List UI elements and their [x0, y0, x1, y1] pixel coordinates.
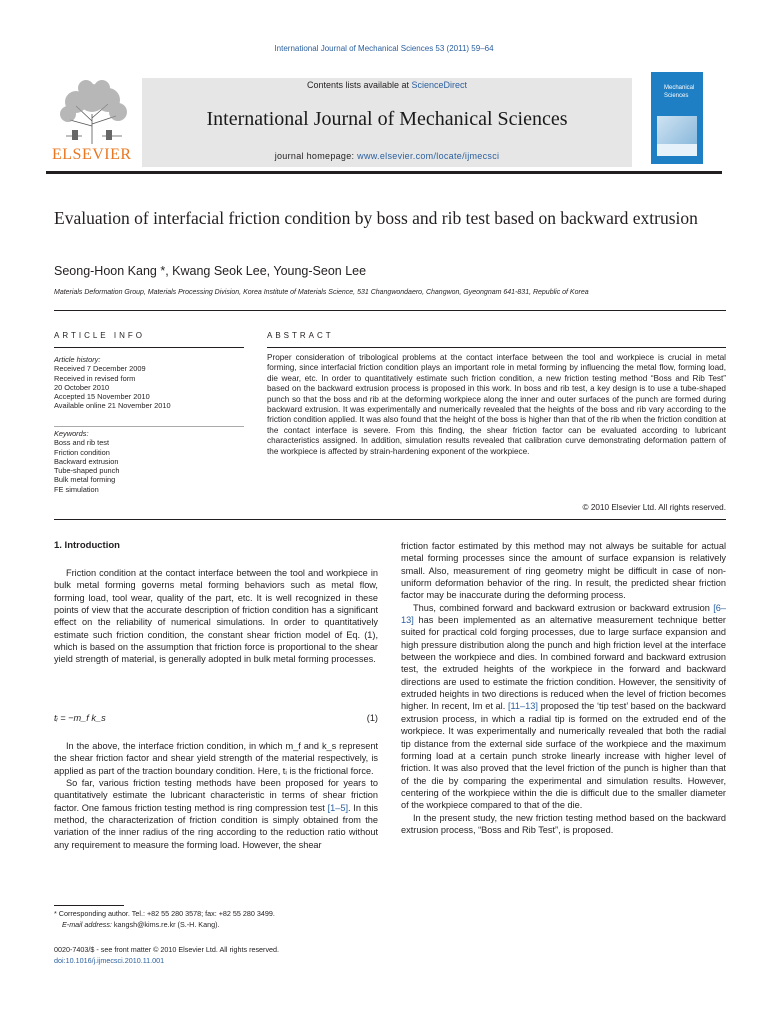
intro-paragraph-2: In the above, the interface friction condition, in which m_f and k_s represent the shear friction factor and shear yield strength of the material respectively, is applied as part of the traction boundary condition. Here, tᵢ is the frictional force. So far, various friction testing methods have been proposed for years to quantitatively estimate the lubricant characteristic in terms of shear friction factor. One famous friction testing method is ring compression test [1–5]. In this method, the characterization of friction condition is simply obtained from the variation of the inner radius of the ring according to the reduction ratio without any requirement to measure the forming load. However, the shear: [54, 741, 378, 850]
doi-link[interactable]: doi:10.1016/j.ijmecsci.2010.11.001: [54, 956, 165, 965]
ref-link-1-5[interactable]: [1–5]: [327, 802, 348, 813]
masthead-rule: [46, 171, 722, 174]
journal-citation[interactable]: International Journal of Mechanical Sciences 53 (2011) 59–64: [274, 44, 494, 53]
homepage-line: journal homepage: www.elsevier.com/locate/ijmecsci: [274, 151, 500, 161]
homepage-link[interactable]: www.elsevier.com/locate/ijmecsci: [357, 151, 500, 161]
abstract-heading: ABSTRACT: [267, 331, 334, 340]
abstract-copyright: © 2010 Elsevier Ltd. All rights reserved.: [582, 503, 726, 512]
affiliation: Materials Deformation Group, Materials Processing Division, Korea Institute of Materials Science, 531 Changwondaero, Changwon, Gyeongnam 641-831, Republic of Korea: [54, 289, 589, 296]
keywords-rule: [54, 426, 244, 427]
elsevier-wordmark: ELSEVIER: [52, 146, 132, 163]
journal-cover-image: Mechanical Sciences: [651, 72, 703, 164]
ref-link-11-13[interactable]: [11–13]: [507, 701, 538, 712]
intro-paragraph-1: Friction condition at the contact interface between the tool and workpiece in bulk metal forming governs metal forming behaviors such as metal flow, forming load, tool wear, quality of the part, etc. It is well recognized in these points of view that the accurate description of friction condition has a significant effect on the reliability of numerical simulations. In order to quantitatively estimate such friction condition, the constant shear friction model of Eq. (1), which is based on the assumption that friction force is proportional to the shear yield strength of material, is generally adopted in bulk metal forming processes.: [54, 568, 378, 665]
bottom-notes: 0020-7403/$ - see front matter © 2010 Elsevier Ltd. All rights reserved. doi:10.1016/j.ijmecsci.2010.11.001: [54, 945, 280, 965]
author-list: Seong-Hoon Kang *, Kwang Seok Lee, Young-Seon Lee: [54, 264, 367, 278]
sciencedirect-link[interactable]: ScienceDirect: [411, 80, 468, 90]
right-column: friction factor estimated by this method may not always be suitable for actual metal forming processes since the amount of surface expansion is relatively small. Also, measurement of ring geometry might be difficult in case of non-uniform deformation behavior of the ring. In result, the predicted shear friction factor may be inaccurate during the deforming process. Thus, combined forward and backward extrusion or backward extrusion [6–13] has been implemented as an alternative measurement technique better suited for practical cold forging processes, due to large surface expansion and high pressure distribution along the punch and high friction level at the interface between the workpiece and dies. In combined forward and backward extrusion test, the extruded heights of the workpiece in the forward and backward directions are used to estimate the friction condition. However, the sensitivity of extruded heights in two directions is reduced when the level of friction becomes higher. In recent, Im et al. [11–13] proposed the ‘tip test’ based on the backward extrusion process, in which a radial tip is formed on the extruded end of the workpiece. It was experimentally and numerically revealed that both the radial tip distance from the external side surface of the workpiece and the maximum forming load at a certain punch stroke linearly increase with higher level of friction. It was also proved that the level friction of the punch is higher than that of the die by comparing the experimental and simulation results. However, centering of the workpiece within the die is difficult due to the smaller diameter of the workpiece compared to that of the die. In the present study, the new friction testing method based on the backward extrusion process, “Boss and Rib Test”, is proposed.: [401, 541, 726, 835]
section-heading-introduction: 1. Introduction: [54, 540, 120, 551]
article-history: Article history: Received 7 December 2009 Received in revised form 20 October 2010 Accepted 15 November 2010 Available online 21 November 2010: [54, 355, 171, 411]
equation-1: tᵢ = −m_f k_s (1): [54, 713, 378, 723]
abstract-bottom-rule: [54, 519, 726, 520]
footnote: * Corresponding author. Tel.: +82 55 280 3578; fax: +82 55 280 3499. E-mail address: kangsh@kims.re.kr (S.-H. Kang).: [54, 909, 275, 929]
contents-line: Contents lists available at ScienceDirect: [306, 80, 468, 90]
keywords: Keywords: Boss and rib test Friction condition Backward extrusion Tube-shaped punch Bulk metal forming FE simulation: [54, 429, 120, 494]
article-info-heading: ARTICLE INFO: [54, 331, 145, 340]
abstract-rule: [267, 347, 726, 348]
article-info-rule: [54, 347, 244, 348]
paper-title: Evaluation of interfacial friction condition by boss and rib test based on backward extrusion: [54, 208, 698, 228]
ref-link-6-13[interactable]: [6–13]: [401, 602, 726, 626]
title-rule: [54, 310, 726, 311]
footnote-rule: [54, 905, 124, 906]
journal-title: International Journal of Mechanical Sciences: [206, 108, 568, 130]
abstract-body: Proper consideration of tribological problems at the contact interface between the tool and workpiece is crucial in metal forming, since interfacial friction condition plays an important role in metal forming by influencing the metal flow, forming load, die wear, etc. In order to quantitatively estimate such friction condition, a new friction testing method “Boss and Rib Test” based on the backward extrusion process is proposed in this work. In boss and rib test, a key design is to use a tube-shaped punch so that the boss and rib at the deforming workpiece along the inner and outer surfaces of the punch are formed during backward extrusion. It was experimentally and numerically revealed that the heights of the boss and rib vary according to the friction condition applied. It was also found that the height of the boss is higher than that of the rib when the friction condition at the contact interface is severe. From this finding, the shear friction factor can be evaluated according to lubricant characteristics assigned. In addition, simulation results revealed that calibration curve demonstrating deformation pattern of the workpiece is affected by strain-hardening exponent of the workpiece.: [267, 353, 726, 456]
